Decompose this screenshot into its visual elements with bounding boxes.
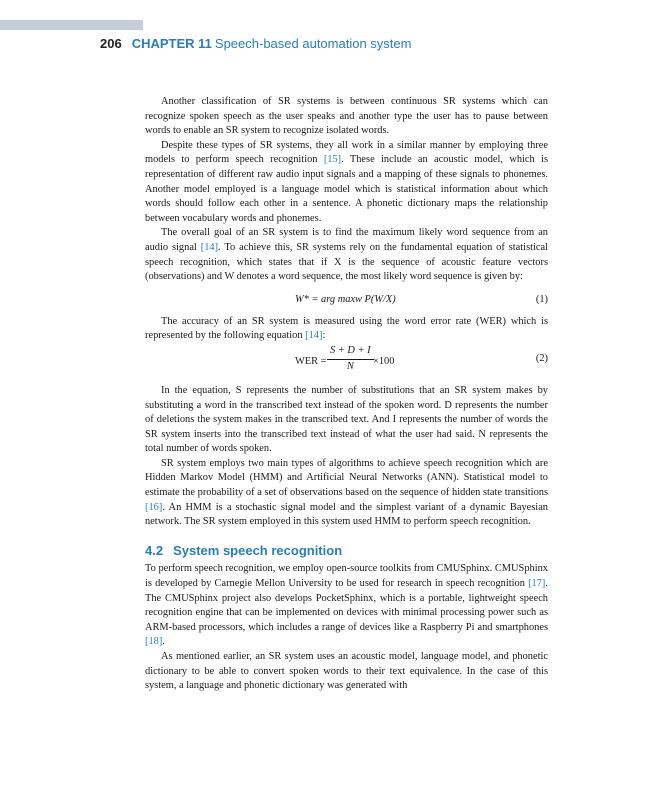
paragraph bbox=[145, 562, 548, 650]
paragraph-text: The overall goal of an SR system is to find the maximum likely word sequence from an audio signal bbox=[145, 227, 548, 253]
paragraph-text: To perform speech recognition, we employ open-source toolkits from CMUSphinx. CMUSphinx is developed by Carnegie Mellon University to be used for research in speech recognition bbox=[145, 563, 548, 590]
paragraph-text: . To achieve this, SR systems rely on the fundamental equation of statistical speech recognition, which states that if X is the sequence of acoustic feature vectors (observations) and W denotes a word sequence, the most likely word sequence is given by: bbox=[145, 241, 548, 283]
paragraph bbox=[145, 95, 548, 139]
citation-link[interactable]: [18] bbox=[145, 636, 163, 648]
paragraph-text: . The CMUSphinx project also develops PocketSphinx, which is a portable, lightweight speech recognition engine that can be implemented on devices with minimal processing power such as ARM-based processors, which includes a range of devices like a Raspberry Pi and smartphones bbox=[145, 578, 548, 633]
paragraph-text: . These include an acoustic model, which is representation of different raw audio input signals and a mapping of these signals to phonemes. Another model employed is a language model which is statistical information about which words should follow each other in a sentence. A phonetic dictionary maps the relationship between vocabulary words and phonemes. bbox=[145, 154, 548, 224]
equation-1-expression: W* = arg maxw P(W/X) bbox=[295, 293, 396, 305]
citation-link[interactable]: [14] bbox=[200, 241, 219, 253]
citation-link[interactable]: [14] bbox=[305, 330, 323, 342]
header-color-bar bbox=[0, 20, 143, 30]
paragraph-text: . An HMM is a stochastic signal model and the simplest variant of a dynamic Bayesian network. The SR system employed in this system used HMM to perform speech recognition. bbox=[145, 501, 548, 528]
equation-2-denominator: N bbox=[346, 360, 354, 372]
paragraph bbox=[145, 315, 548, 344]
equation-2 bbox=[145, 344, 548, 384]
equation-2-number: (2) bbox=[535, 352, 548, 364]
paragraph bbox=[145, 226, 548, 284]
paragraph-text: . bbox=[162, 636, 165, 648]
equation-1-number: (1) bbox=[535, 293, 548, 305]
paragraph-text: SR system employs two main types of algorithms to achieve speech recognition which are Hidden Markov Model (HMM) and Artificial Neural Networks (ANN). Statistical model to estimate the probability of a set of observations based on the sequence of hidden state transitions bbox=[145, 457, 548, 499]
citation-link[interactable]: [15] bbox=[323, 154, 342, 166]
chapter-title: Speech-based automation system bbox=[214, 36, 412, 51]
paragraph-text: : bbox=[322, 330, 326, 342]
running-header bbox=[100, 36, 411, 52]
equation-2-rhs: ×100 bbox=[373, 355, 395, 367]
paragraph-text: In the equation, S represents the number of substitutions that an SR system makes by substituting a word in the transcribed text instead of the spoken word. D represents the number of deletions the system makes in the transcribed text. And I represents the number of words the SR system inserts into the transcribed text instead of what the user had said. N represents the total number of words spoken. bbox=[145, 384, 548, 455]
body-text bbox=[145, 95, 548, 694]
section-title: System speech recognition bbox=[173, 542, 343, 558]
paragraph bbox=[145, 384, 548, 457]
equation-2-lhs: WER = bbox=[295, 355, 327, 367]
paragraph-text: Despite these types of SR systems, they all work in a similar manner by employing three models to perform speech recognition bbox=[145, 139, 548, 166]
section-heading bbox=[145, 544, 548, 559]
equation-2-numerator: S + D + I bbox=[327, 344, 374, 360]
chapter-label: CHAPTER 11 bbox=[131, 36, 212, 51]
equation-1 bbox=[145, 285, 548, 315]
paragraph-text: The accuracy of an SR system is measured using the word error rate (WER) which is represented by the following equation bbox=[145, 315, 548, 342]
paragraph bbox=[145, 650, 548, 694]
citation-link[interactable]: [17] bbox=[528, 578, 546, 590]
section-number: 4.2 bbox=[145, 542, 164, 558]
paragraph-text: Another classification of SR systems is between continuous SR systems which can recognize spoken speech as the user speaks and another type the user has to pause between words to enable an SR system to recognize isolated words. bbox=[145, 96, 548, 137]
page-number: 206 bbox=[100, 36, 122, 51]
citation-link[interactable]: [16] bbox=[145, 501, 163, 513]
equation-2-fraction bbox=[327, 344, 374, 374]
paragraph bbox=[145, 139, 548, 227]
paragraph-text: As mentioned earlier, an SR system uses an acoustic model, language model, and phonetic dictionary to be able to convert spoken words to their text equivalence. In the case of this system, a language and phonetic dictionary was generated with bbox=[145, 651, 548, 692]
paragraph bbox=[145, 457, 548, 530]
